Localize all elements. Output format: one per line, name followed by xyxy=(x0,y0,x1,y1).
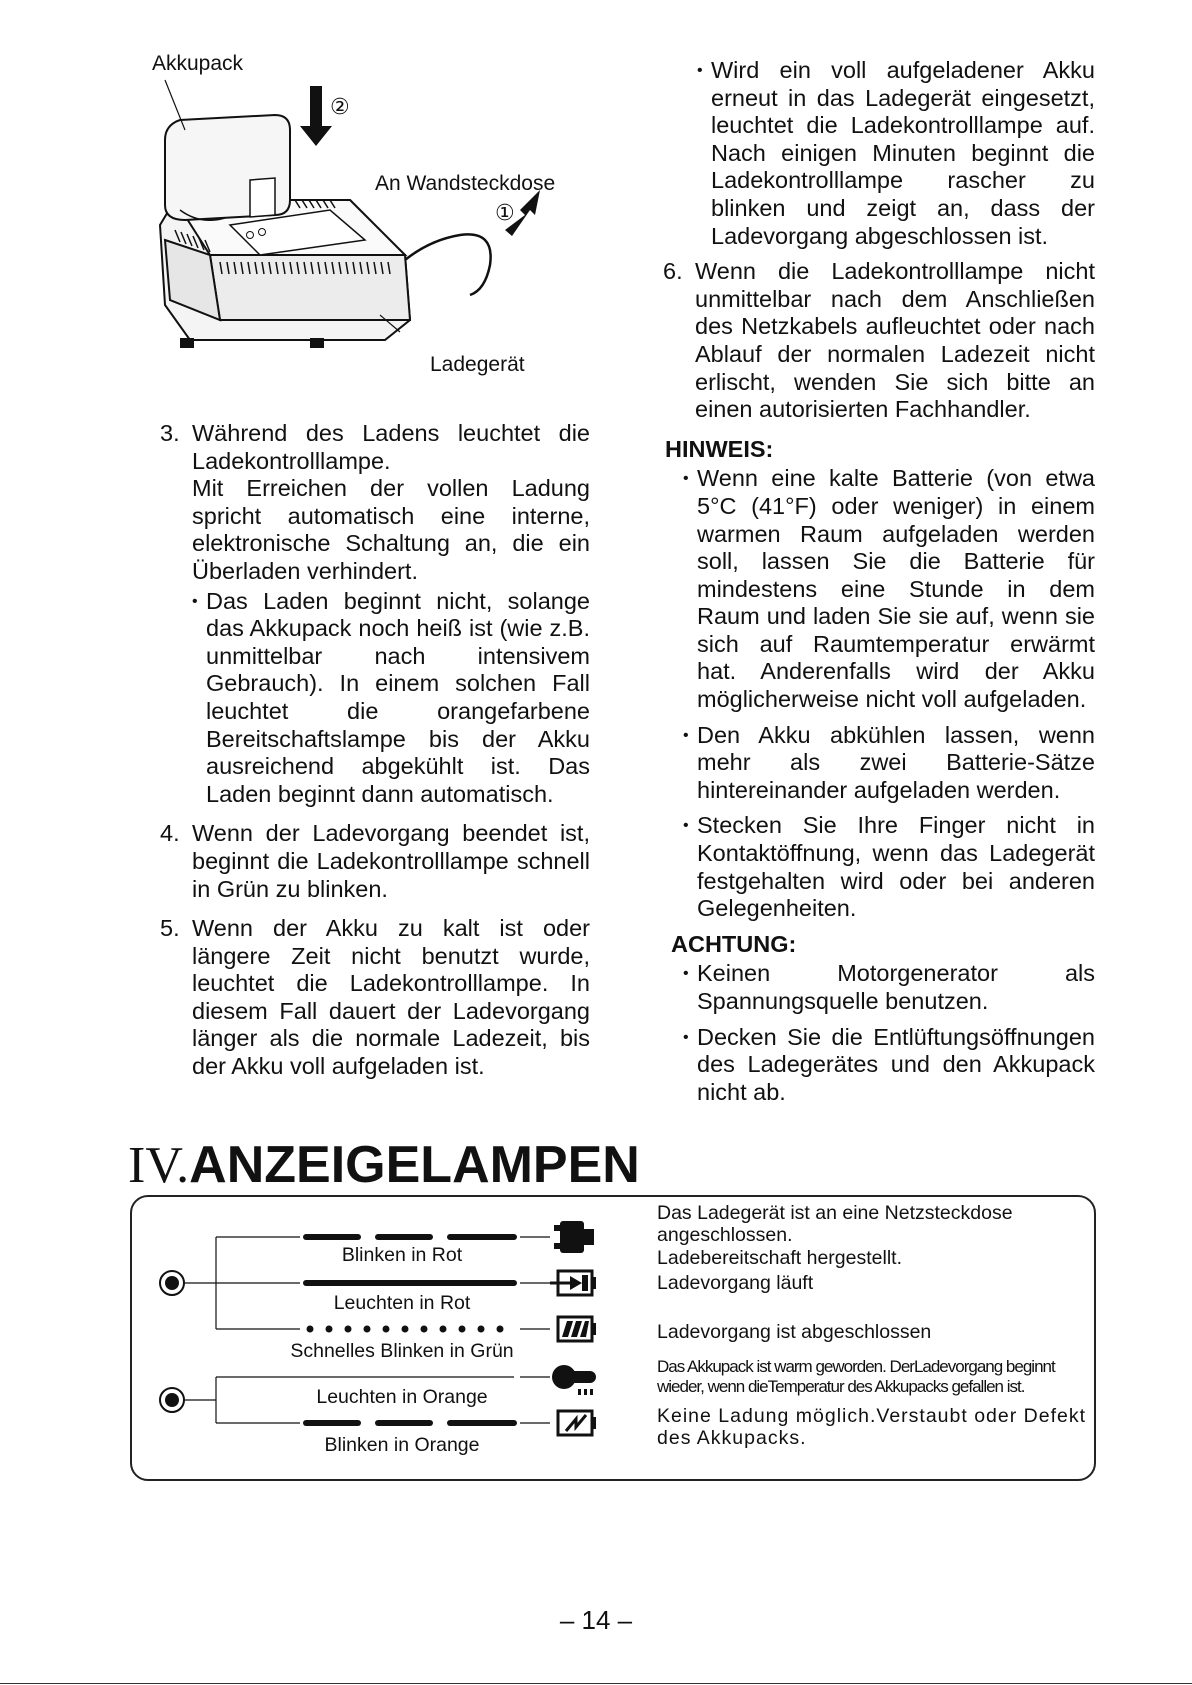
desc-warm: Das Akkupack ist warm geworden. DerLadevorgang beginnt wieder, wenn dieTemperatur des Akkupacks gefallen ist. xyxy=(657,1357,1055,1396)
pattern-fast-blink-green: Schnelles Blinken in Grün xyxy=(290,1340,514,1362)
broken-battery-icon xyxy=(558,1411,596,1435)
bullet-icon: • xyxy=(697,62,703,79)
bottom-rule xyxy=(0,1683,1192,1684)
desc-connected: Das Ladegerät ist an eine Netzsteckdose angeschlossen. xyxy=(657,1202,1013,1246)
instruction-4-text: Wenn der Ladevorgang beendet ist, beginnt die Ladekontrolllampe schnell in Grün zu blinken. xyxy=(192,820,590,902)
pattern-blink-red: Blinken in Rot xyxy=(341,1244,463,1266)
bullet-text: Keinen Motorgenerator als Spannungsquelle benutzen. xyxy=(697,960,1095,1014)
bullet-icon: • xyxy=(683,470,689,488)
charging-battery-icon xyxy=(550,1271,596,1295)
step2-marker: ② xyxy=(330,94,350,119)
section-number: IV. xyxy=(128,1137,190,1194)
akkupack-label: Akkupack xyxy=(152,52,244,75)
bullet-icon: • xyxy=(683,965,689,983)
hinweis-bullet-1 xyxy=(683,465,1095,713)
red-lamp-icon xyxy=(160,1271,184,1295)
full-battery-icon xyxy=(558,1317,596,1341)
desc-complete: Ladevorgang ist abgeschlossen xyxy=(657,1321,932,1343)
bullet-text: Decken Sie die Entlüftungsöffnungen des Ladegerätes und den Akkupack nicht ab. xyxy=(697,1023,1095,1105)
pattern-blink-orange: Blinken in Orange xyxy=(324,1434,480,1456)
bullet-text: Wird ein voll aufgeladener Akku erneut in das Ladegerät eingesetzt, leuchtet die Ladekontrolllampe auf. Nach einigen Minuten beginnt die Ladekontrolllampe rascher zu blinken und zeigt an, dass der Ladevorgang abgeschlossen ist. xyxy=(711,57,1095,249)
instruction-6-text: Wenn die Ladekontrolllampe nicht unmittelbar nach dem Anschließen des Netzkabels aufleuchtet oder nach Ablauf der normalen Ladezeit nicht erlischt, wenden Sie sich bitte an einen autorisierten Fachhandler. xyxy=(695,258,1095,423)
bullet-text: Stecken Sie Ihre Finger nicht in Kontaktöffnung, wenn das Ladegerät festgehalten wird oder bei anderen Gelegenheiten. xyxy=(697,812,1095,922)
desc-ready: Ladebereitschaft hergestellt. xyxy=(657,1247,902,1269)
section-title xyxy=(128,1135,640,1195)
pattern-steady-red: Leuchten in Rot xyxy=(333,1292,471,1314)
thermometer-icon xyxy=(552,1365,596,1395)
instruction-4 xyxy=(160,820,590,903)
bullet-icon: • xyxy=(683,817,689,835)
achtung-bullet-2 xyxy=(683,1024,1095,1107)
bullet-icon: • xyxy=(192,592,198,610)
bullet-text: Wenn eine kalte Batterie (von etwa 5°C (41°F) oder weniger) in einem warmen Raum aufgeladen werden soll, lassen Sie die Batterie für mindestens eine Stunde in dem Raum und laden Sie sie auf, wenn sie sich auf Raumtemperatur erwärmt hat. Anderenfalls wird der Akku möglicherweise nicht voll aufgeladen. xyxy=(697,465,1095,713)
bullet-icon: • xyxy=(683,1028,689,1046)
right-column xyxy=(665,55,1095,1114)
charger-illustration xyxy=(150,50,600,395)
charger-drawing xyxy=(150,50,600,395)
instruction-5 xyxy=(160,915,590,1081)
wall-socket-label: An Wandsteckdose xyxy=(375,172,556,195)
bullet-text: Den Akku abkühlen lassen, wenn mehr als zwei Batterie-Sätze hintereinander aufgeladen werden. xyxy=(697,721,1095,803)
hinweis-bullet-2 xyxy=(683,722,1095,805)
instruction-6 xyxy=(663,258,1095,424)
hinweis-bullet-3 xyxy=(683,812,1095,922)
plug-icon xyxy=(554,1221,594,1253)
section-title-text: ANZEIGELAMPEN xyxy=(189,1136,640,1194)
left-column xyxy=(160,420,590,1093)
achtung-heading: ACHTUNG: xyxy=(671,930,797,957)
page-number: – 14 – xyxy=(559,1605,633,1635)
orange-lamp-icon xyxy=(160,1388,184,1412)
desc-defect: Keine Ladung möglich.Verstaubt oder Defekt des Akkupacks. xyxy=(657,1405,1087,1449)
charger-label: Ladegerät xyxy=(430,353,525,376)
instruction-3-bullet xyxy=(192,588,590,809)
item-number: 6. xyxy=(663,258,683,285)
pattern-steady-orange: Leuchten in Orange xyxy=(316,1386,488,1408)
item-number: 4. xyxy=(160,820,180,847)
bullet-icon: • xyxy=(683,726,689,744)
achtung-bullet-1 xyxy=(683,960,1095,1015)
instruction-3-text2: Mit Erreichen der vollen Ladung spricht automatisch eine interne, elektronische Schaltung an, die ein Überladen verhindert. xyxy=(192,475,590,584)
instruction-5-text: Wenn der Akku zu kalt ist oder längere Zeit nicht benutzt wurde, leuchtet die Ladekontrolllampe. In diesem Fall dauert der Ladevorgang länger als die normale Ladezeit, bis der Akku voll aufgeladen ist. xyxy=(192,915,590,1080)
desc-charging: Ladevorgang läuft xyxy=(657,1272,814,1294)
step1-marker: ① xyxy=(495,200,515,225)
hinweis-heading: HINWEIS: xyxy=(665,435,774,462)
instruction-3 xyxy=(160,420,590,808)
bullet-text: Das Laden beginnt nicht, solange das Akkupack noch heiß ist (wie z.B. unmittelbar nach intensivem Gebrauch). In einem solchen Fall leuchtet die orangefarbene Bereitschaftslampe bis der Akku ausreichend abgekühlt ist. Das Laden beginnt dann automatisch. xyxy=(206,587,590,807)
top-bullet xyxy=(697,57,1095,250)
item-number: 3. xyxy=(160,420,180,446)
item-number: 5. xyxy=(160,915,180,942)
instruction-3-text: Während des Ladens leuchtet die Ladekontrolllampe. xyxy=(192,420,590,474)
